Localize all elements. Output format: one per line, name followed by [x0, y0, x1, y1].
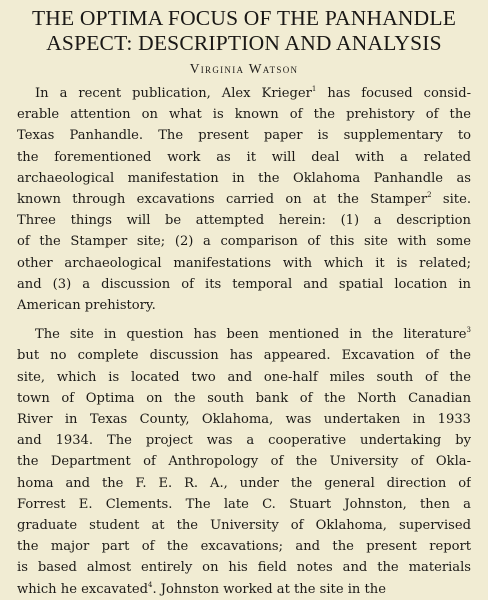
text-line — [17, 231, 471, 252]
text-segment: River in Texas County, Oklahoma, was undertaken in 1933 — [17, 412, 471, 428]
text-line — [17, 168, 471, 189]
text-line — [17, 189, 471, 210]
text-line — [17, 367, 471, 388]
footnote-ref[interactable]: 1 — [311, 85, 317, 93]
text-segment: Texas Panhandle. The present paper is supplementary to — [17, 128, 471, 144]
text-segment: The site in question has been mentioned in the literature — [35, 327, 467, 343]
title-line-2: ASPECT: DESCRIPTION AND ANALYSIS — [46, 31, 442, 55]
text-segment: . Johnston worked at the site in the — [152, 581, 386, 597]
text-line — [17, 253, 471, 274]
footnote-ref[interactable]: 4 — [147, 580, 153, 589]
text-segment: graduate student at the University of Oklahoma, supervised — [17, 518, 471, 534]
text-segment: site. — [431, 192, 471, 208]
text-line — [17, 147, 471, 168]
text-segment: other archaeological manifestations with which it is related; — [17, 255, 471, 271]
text-segment: town of Optima on the south bank of the North Canadian — [17, 390, 471, 406]
text-line — [17, 274, 471, 295]
paragraph-1 — [17, 83, 471, 316]
text-segment: the major part of the excavations; and the present report — [17, 539, 471, 555]
footnote-ref[interactable]: 3 — [466, 326, 471, 335]
text-line — [17, 557, 471, 578]
text-line — [17, 324, 471, 345]
text-segment: In a recent publication, Alex Krieger — [35, 86, 312, 101]
text-segment: is based almost entirely on his field notes and the materials — [17, 560, 471, 576]
footnote-ref[interactable]: 2 — [427, 191, 432, 200]
text-line — [17, 494, 471, 515]
text-segment: erable attention on what is known of the prehistory of the — [17, 107, 471, 123]
text-segment: known through excavations carried on at the Stamper — [17, 192, 428, 208]
text-line — [17, 104, 471, 125]
text-line — [17, 451, 471, 472]
text-line — [17, 473, 471, 494]
text-line — [17, 536, 471, 557]
text-segment: has focused consid- — [316, 86, 471, 101]
text-segment: the forementioned work as it will deal with a related — [17, 149, 471, 165]
author-name: Virginia Watson — [189, 61, 299, 76]
title-line-1: THE OPTIMA FOCUS OF THE PANHANDLE — [31, 6, 457, 30]
text-segment: the Department of Anthropology of the University of Okla- — [17, 454, 471, 470]
text-line — [17, 515, 471, 536]
text-segment: and (3) a discussion of its temporal and spatial location in — [17, 276, 471, 292]
text-segment: site, which is located two and one-half miles south of the — [17, 369, 471, 385]
text-line — [17, 83, 471, 104]
article-title — [17, 6, 471, 56]
text-segment: of the Stamper site; (2) a comparison of this site with some — [17, 234, 471, 250]
text-line — [17, 345, 471, 366]
text-line — [17, 409, 471, 430]
text-line — [17, 125, 471, 146]
text-line — [17, 295, 471, 316]
text-segment: and 1934. The project was a cooperative undertaking by — [17, 433, 471, 449]
text-segment: which he excavated — [17, 581, 148, 597]
text-line — [17, 388, 471, 409]
text-line — [17, 430, 471, 451]
text-segment: Forrest E. Clements. The late C. Stuart Johnston, then a — [17, 496, 471, 512]
text-segment: archaeological manifestation in the Oklahoma Panhandle as — [17, 170, 471, 186]
paragraph-2 — [17, 324, 471, 600]
text-segment: homa and the F. E. R. A., under the general direction of — [17, 475, 471, 491]
text-segment: but no complete discussion has appeared. Excavation of the — [17, 348, 471, 364]
text-line — [17, 210, 471, 231]
text-segment: American prehistory. — [17, 298, 156, 314]
text-line — [17, 579, 471, 600]
text-segment: Three things will be attempted herein: (1) a description — [17, 213, 471, 229]
